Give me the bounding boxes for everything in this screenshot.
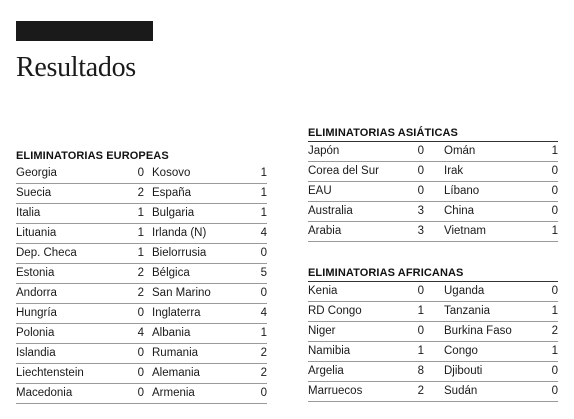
team-away: Uganda bbox=[444, 285, 485, 297]
score-away: 2 bbox=[260, 347, 267, 359]
team-home: Niger bbox=[308, 325, 336, 337]
team-away: Albania bbox=[152, 327, 191, 339]
result-row bbox=[308, 202, 558, 222]
score-home: 0 bbox=[417, 145, 424, 157]
team-away: Congo bbox=[444, 345, 478, 357]
page-title: Resultados bbox=[16, 52, 136, 83]
team-home: Italia bbox=[16, 207, 41, 219]
team-away: Armenia bbox=[152, 387, 195, 399]
team-away: Bélgica bbox=[152, 267, 190, 279]
section-title-asia: ELIMINATORIAS ASIÁTICAS bbox=[308, 127, 458, 139]
score-home: 0 bbox=[417, 285, 424, 297]
result-row bbox=[16, 384, 267, 404]
score-away: 0 bbox=[260, 287, 267, 299]
score-away: 0 bbox=[551, 165, 558, 177]
score-away: 0 bbox=[260, 387, 267, 399]
score-away: 1 bbox=[551, 345, 558, 357]
result-row bbox=[16, 304, 267, 324]
result-row bbox=[16, 344, 267, 364]
score-away: 0 bbox=[551, 365, 558, 377]
score-home: 3 bbox=[417, 225, 424, 237]
score-home: 1 bbox=[417, 345, 424, 357]
score-home: 0 bbox=[417, 325, 424, 337]
result-row bbox=[16, 224, 267, 244]
score-away: 4 bbox=[260, 227, 267, 239]
score-away: 0 bbox=[551, 185, 558, 197]
result-row bbox=[16, 244, 267, 264]
score-home: 4 bbox=[137, 327, 144, 339]
section-title-africa: ELIMINATORIAS AFRICANAS bbox=[308, 267, 464, 279]
section-europa bbox=[16, 148, 267, 404]
score-away: 0 bbox=[551, 385, 558, 397]
score-home: 1 bbox=[137, 227, 144, 239]
team-away: Bulgaria bbox=[152, 207, 195, 219]
team-home: Namibia bbox=[308, 345, 351, 357]
team-home: Estonia bbox=[16, 267, 55, 279]
header-bar bbox=[16, 21, 153, 41]
result-row bbox=[308, 342, 558, 362]
team-home: Macedonia bbox=[16, 387, 73, 399]
score-away: 1 bbox=[551, 225, 558, 237]
team-away: España bbox=[152, 187, 192, 199]
results-table-asia bbox=[308, 141, 558, 242]
team-home: Dep. Checa bbox=[16, 247, 77, 259]
team-home: Marruecos bbox=[308, 385, 363, 397]
result-row bbox=[308, 302, 558, 322]
team-home: Argelia bbox=[308, 365, 344, 377]
result-row bbox=[16, 164, 267, 184]
score-home: 0 bbox=[417, 185, 424, 197]
score-away: 1 bbox=[260, 187, 267, 199]
team-away: Omán bbox=[444, 145, 476, 157]
section-title-europa: ELIMINATORIAS EUROPEAS bbox=[16, 150, 169, 162]
result-row bbox=[16, 204, 267, 224]
team-away: Vietnam bbox=[444, 225, 486, 237]
team-away: Rumania bbox=[152, 347, 199, 359]
score-home: 3 bbox=[417, 205, 424, 217]
team-away: Kosovo bbox=[152, 167, 191, 179]
team-away: Tanzania bbox=[444, 305, 491, 317]
score-home: 2 bbox=[137, 187, 144, 199]
score-home: 0 bbox=[417, 165, 424, 177]
team-home: Suecia bbox=[16, 187, 52, 199]
team-home: Liechtenstein bbox=[16, 367, 84, 379]
section-asia bbox=[308, 125, 558, 242]
team-home: Kenia bbox=[308, 285, 338, 297]
result-row bbox=[16, 364, 267, 384]
score-home: 1 bbox=[137, 247, 144, 259]
score-away: 1 bbox=[551, 145, 558, 157]
team-home: EAU bbox=[308, 185, 332, 197]
score-home: 0 bbox=[137, 307, 144, 319]
team-away: Burkina Faso bbox=[444, 325, 512, 337]
result-row bbox=[308, 362, 558, 382]
score-home: 2 bbox=[137, 287, 144, 299]
team-away: Sudán bbox=[444, 385, 478, 397]
score-away: 0 bbox=[260, 247, 267, 259]
score-away: 0 bbox=[551, 205, 558, 217]
result-row bbox=[308, 162, 558, 182]
score-home: 2 bbox=[417, 385, 424, 397]
score-home: 0 bbox=[137, 347, 144, 359]
team-away: Líbano bbox=[444, 185, 480, 197]
team-away: Bielorrusia bbox=[152, 247, 207, 259]
result-row bbox=[308, 322, 558, 342]
score-home: 0 bbox=[137, 387, 144, 399]
result-row bbox=[16, 284, 267, 304]
score-away: 4 bbox=[260, 307, 267, 319]
score-home: 0 bbox=[137, 167, 144, 179]
team-home: Corea del Sur bbox=[308, 165, 379, 177]
team-home: Polonia bbox=[16, 327, 55, 339]
results-table-africa bbox=[308, 281, 558, 402]
team-home: RD Congo bbox=[308, 305, 362, 317]
result-row bbox=[308, 142, 558, 162]
section-africa bbox=[308, 265, 558, 402]
team-home: Hungría bbox=[16, 307, 57, 319]
team-home: Andorra bbox=[16, 287, 57, 299]
score-away: 1 bbox=[260, 327, 267, 339]
score-home: 2 bbox=[137, 267, 144, 279]
team-home: Lituania bbox=[16, 227, 57, 239]
team-home: Australia bbox=[308, 205, 353, 217]
result-row bbox=[16, 324, 267, 344]
team-home: Islandia bbox=[16, 347, 56, 359]
team-home: Arabia bbox=[308, 225, 342, 237]
team-home: Georgia bbox=[16, 167, 57, 179]
result-row bbox=[308, 182, 558, 202]
score-home: 1 bbox=[417, 305, 424, 317]
score-home: 8 bbox=[417, 365, 424, 377]
team-away: San Marino bbox=[152, 287, 211, 299]
results-table-europa bbox=[16, 164, 267, 404]
score-away: 0 bbox=[551, 285, 558, 297]
score-away: 2 bbox=[260, 367, 267, 379]
team-away: Alemania bbox=[152, 367, 200, 379]
score-away: 2 bbox=[551, 325, 558, 337]
result-row bbox=[16, 264, 267, 284]
score-home: 0 bbox=[137, 367, 144, 379]
team-away: China bbox=[444, 205, 475, 217]
team-away: Inglaterra bbox=[152, 307, 201, 319]
score-away: 1 bbox=[260, 167, 267, 179]
team-away: Djibouti bbox=[444, 365, 483, 377]
team-away: Irlanda (N) bbox=[152, 227, 207, 239]
score-away: 1 bbox=[551, 305, 558, 317]
result-row bbox=[308, 282, 558, 302]
result-row bbox=[16, 184, 267, 204]
score-away: 1 bbox=[260, 207, 267, 219]
result-row bbox=[308, 382, 558, 402]
team-away: Irak bbox=[444, 165, 464, 177]
score-home: 1 bbox=[137, 207, 144, 219]
result-row bbox=[308, 222, 558, 242]
score-away: 5 bbox=[260, 267, 267, 279]
team-home: Japón bbox=[308, 145, 340, 157]
